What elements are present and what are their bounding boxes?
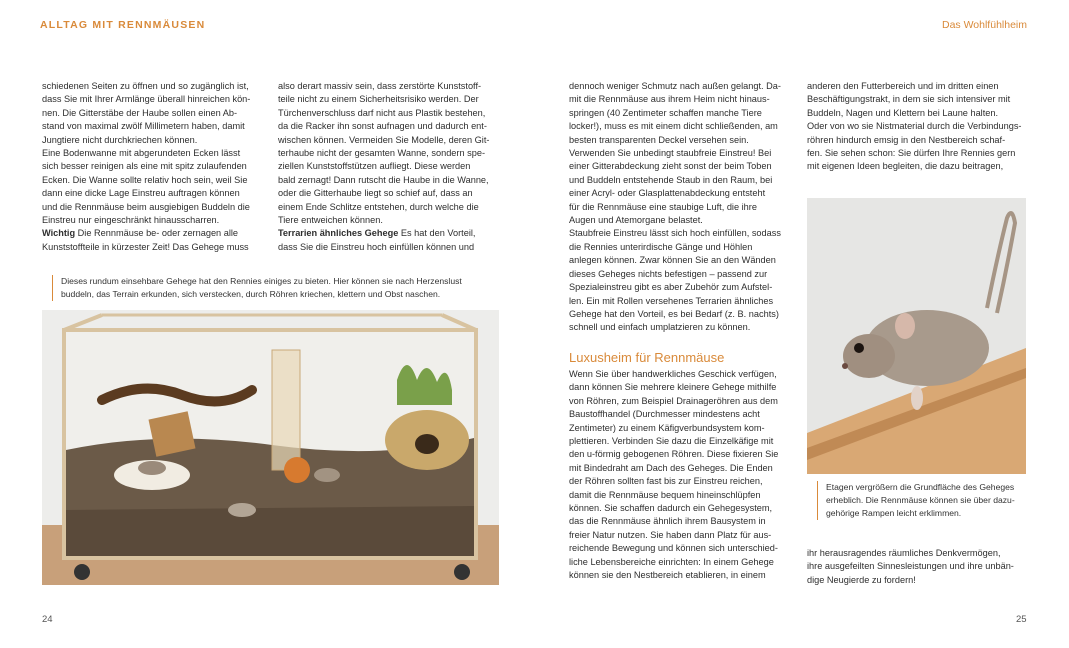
caption-line: erheblich. Die Rennmäuse können sie über dazu- bbox=[826, 495, 1015, 505]
text-line: anderen den Futterbereich und im dritten einen bbox=[807, 81, 999, 91]
text-line: Ecken. Die Wanne sollte relativ hoch sein, weil Sie bbox=[42, 174, 248, 185]
enclosure-illustration bbox=[42, 310, 499, 585]
text-line: freier Natur nutzen. Sie haben dann Platz für aus- bbox=[569, 529, 772, 540]
text-line: anlegen können. Zwar können Sie an den Wänden bbox=[569, 255, 776, 266]
text-line: Augen und Atemorgane belastet. bbox=[569, 215, 703, 226]
text-line: wischen können. Vermeiden Sie Modelle, deren Git- bbox=[278, 134, 490, 145]
page-number-right: 25 bbox=[1016, 614, 1027, 625]
text-line: einem Ende Schlitze entstehen, durch welche die bbox=[278, 201, 479, 212]
text-line: reichende Bewegung und können sich unterschied- bbox=[569, 543, 778, 554]
tip-lead: Terrarien ähnliches Gehege bbox=[278, 228, 399, 239]
text-line: also derart massiv sein, dass zerstörte Kunststoff- bbox=[278, 81, 482, 91]
text-line: ihr herausragendes räumliches Denkvermögen, bbox=[807, 548, 1001, 558]
caption-line: Etagen vergrößern die Grundfläche des Geheges bbox=[826, 482, 1015, 492]
text-line: dass Sie die Einstreu hoch einfüllen können und bbox=[278, 241, 475, 252]
text-line: Eine Bodenwanne mit abgerundeten Ecken lässt bbox=[42, 148, 241, 159]
right-column-1-continued bbox=[569, 368, 794, 583]
tip-text: Die Rennmäuse be- oder zernagen alle bbox=[75, 228, 239, 239]
text-line: Kunststoffteile in kürzester Zeit! Das Gehege muss bbox=[42, 241, 249, 252]
text-line: damit die Rennmäuse bequem hineinschlüpfen bbox=[569, 489, 761, 500]
text-line: einer Acryl- oder Glasplattenabdeckung entsteht bbox=[569, 188, 766, 199]
left-page bbox=[0, 0, 534, 648]
caption-line: gehörige Rampen leicht erklimmen. bbox=[826, 508, 962, 518]
text-line: dann eine dicke Lage Einstreu auftragen können bbox=[42, 188, 240, 199]
text-line: stand von maximal zwölf Millimetern haben, damit bbox=[42, 121, 245, 132]
caption-line: buddeln, das Terrain erkunden, sich verstecken, durch Röhren kriechen, klettern und Obst naschen. bbox=[61, 289, 441, 299]
text-line: können sie den Nestbereich etablieren, in einem bbox=[569, 570, 766, 581]
right-column-1 bbox=[569, 80, 794, 335]
text-line: besten transparenten Deckel versehen sein. bbox=[569, 134, 749, 145]
text-line: dige Neugierde zu fordern! bbox=[807, 574, 916, 585]
tip-line bbox=[278, 227, 500, 240]
left-column-1 bbox=[42, 80, 262, 254]
tip-line bbox=[42, 227, 262, 240]
text-line: Türchenverschluss darf nicht aus Plastik bestehen, bbox=[278, 107, 486, 118]
left-column-2 bbox=[278, 80, 500, 254]
photo-caption-gerbil bbox=[817, 481, 1031, 520]
text-line: Jungtiere nicht durchkriechen können. bbox=[42, 134, 198, 145]
text-line: ziellen Kunststoffstützen aufliegt. Diese werden bbox=[278, 161, 471, 172]
tip-lead: Wichtig bbox=[42, 228, 76, 239]
photo-gerbil-on-ramp bbox=[807, 198, 1026, 474]
text-line: locker!), muss es mit einem dicht schließenden, am bbox=[569, 121, 778, 132]
text-line: mit die Rennmäuse aus ihrem Heim nicht hinaus- bbox=[569, 94, 770, 105]
text-line: Oder von wo sie Nistmaterial durch die Verbindungs- bbox=[807, 121, 1022, 132]
text-line: dennoch weniger Schmutz nach außen gelangt. Da- bbox=[569, 81, 781, 91]
running-header-right: Das Wohlfühlheim bbox=[941, 19, 1027, 31]
text-line: Zentimeter) zu einem Käfigverbundsystem kom- bbox=[569, 422, 765, 433]
text-line: und Buddeln entstehende Staub in den Raum, bei bbox=[569, 174, 773, 185]
text-line: liche Lebensbereiche einrichten: In einem Gehege bbox=[569, 556, 774, 567]
text-line: Beschäftigungstrakt, in dem sie sich intensiver mit bbox=[807, 94, 1011, 105]
text-line: Wenn Sie über handwerkliches Geschick verfügen, bbox=[569, 369, 777, 379]
text-line: da die Racker ihn sonst aufnagen und dadurch ent- bbox=[278, 121, 487, 132]
text-line: die Rennies unterirdische Gänge und Höhlen bbox=[569, 241, 753, 252]
text-line: den u-förmig gebogenen Röhren. Diese fixieren Sie bbox=[569, 449, 779, 460]
text-line: teile nicht zu einem Sicherheitsrisiko werden. Der bbox=[278, 94, 479, 105]
text-line: ihre ausgefeilten Sinnesleistungen und ihre unbän- bbox=[807, 561, 1014, 572]
caption-line: Dieses rundum einsehbare Gehege hat den Rennies einiges zu bieten. Hier können sie nach Herzenslust bbox=[61, 276, 462, 286]
text-line: Einstreu nur eingeschränkt hinausscharren. bbox=[42, 215, 220, 226]
text-line: dass Sie mit Ihrer Armlänge überall hinreichen kön- bbox=[42, 94, 251, 105]
text-line: das die Rennmäuse ähnlich ihrem Bausystem in bbox=[569, 516, 766, 527]
text-line: einer Gitterabdeckung zieht sonst der beim Toben bbox=[569, 161, 772, 172]
text-line: mit Bindedraht am Dach des Geheges. Die Enden bbox=[569, 462, 773, 473]
text-line: Verwenden Sie unbedingt staubfreie Einstreu! Bei bbox=[569, 148, 772, 159]
right-column-2 bbox=[807, 80, 1029, 174]
text-line: schiedenen Seiten zu öffnen und so zugänglich ist, bbox=[42, 81, 249, 91]
page-number-left: 24 bbox=[42, 614, 53, 625]
text-line: nen. Die Gitterstäbe der Haube sollen einen Ab- bbox=[42, 107, 238, 118]
text-line: dieses Geheges nichts befestigen – passend zur bbox=[569, 268, 768, 279]
text-line: für die Rennmäuse eine staubige Luft, die ihre bbox=[569, 201, 757, 212]
text-line: schnell und einfach umplatzieren zu können. bbox=[569, 322, 751, 333]
text-line: von Röhren, zum Beispiel Drainageröhren aus dem bbox=[569, 395, 778, 406]
text-line: Tiere entweichen können. bbox=[278, 215, 383, 226]
text-line: plettieren. Verbinden Sie dazu die Einzelkäfige mit bbox=[569, 436, 774, 447]
text-line: fen. Sie sehen schon: Sie dürfen Ihre Rennies gern bbox=[807, 148, 1016, 159]
text-line: dann können Sie mehrere kleinere Gehege mithilfe bbox=[569, 382, 777, 393]
text-line: len. Ein mit Rollen versehenes Terrarien ähnliches bbox=[569, 295, 774, 306]
text-line: sich besser reinigen als eine mit spitz zulaufenden bbox=[42, 161, 247, 172]
gerbil-illustration bbox=[807, 198, 1026, 474]
text-line: der Röhren sollten fast bis zur Einstreu reichen, bbox=[569, 476, 763, 487]
text-line: terhaube nicht der gesamten Wanne, sondern spe- bbox=[278, 148, 486, 159]
text-line: oder die Gitterhaube liegt so schief auf, dass an bbox=[278, 188, 473, 199]
text-line: Baustoffhandel (Durchmesser mindestens acht bbox=[569, 409, 760, 420]
text-line: Gehege hat den Vorteil, es bei Bedarf (z. B. nachts) bbox=[569, 308, 779, 319]
subheading-luxusheim: Luxusheim für Rennmäuse bbox=[569, 350, 725, 365]
text-line: Buddeln, Nagen und Klettern bei Laune halten. bbox=[807, 107, 999, 118]
running-header-left: ALLTAG MIT RENNMÄUSEN bbox=[40, 19, 206, 31]
text-line: röhren hindurch emsig in den Nestbereich schaf- bbox=[807, 134, 1006, 145]
text-line: können. Sie schaffen dadurch ein Gehegesystem, bbox=[569, 503, 773, 514]
text-line: springen (40 Zentimeter schaffen manche Tiere bbox=[569, 107, 762, 118]
right-column-2-end bbox=[807, 547, 1029, 587]
tip-text: Es hat den Vorteil, bbox=[398, 228, 476, 239]
photo-gerbil-enclosure bbox=[42, 310, 499, 585]
text-line: und die Rennmäuse beim ausgiebigen Buddeln die bbox=[42, 201, 250, 212]
text-line: bald zernagt! Dann rutscht die Haube in die Wanne, bbox=[278, 174, 489, 185]
text-line: Staubfreie Einstreu lässt sich hoch einfüllen, sodass bbox=[569, 228, 781, 239]
text-line: Spezialeinstreu gibt es aber Zubehör zum Aufstel- bbox=[569, 282, 773, 293]
text-line: mit eigenen Ideen begleiten, die dazu beitragen, bbox=[807, 161, 1004, 172]
photo-caption-cage bbox=[52, 275, 501, 301]
